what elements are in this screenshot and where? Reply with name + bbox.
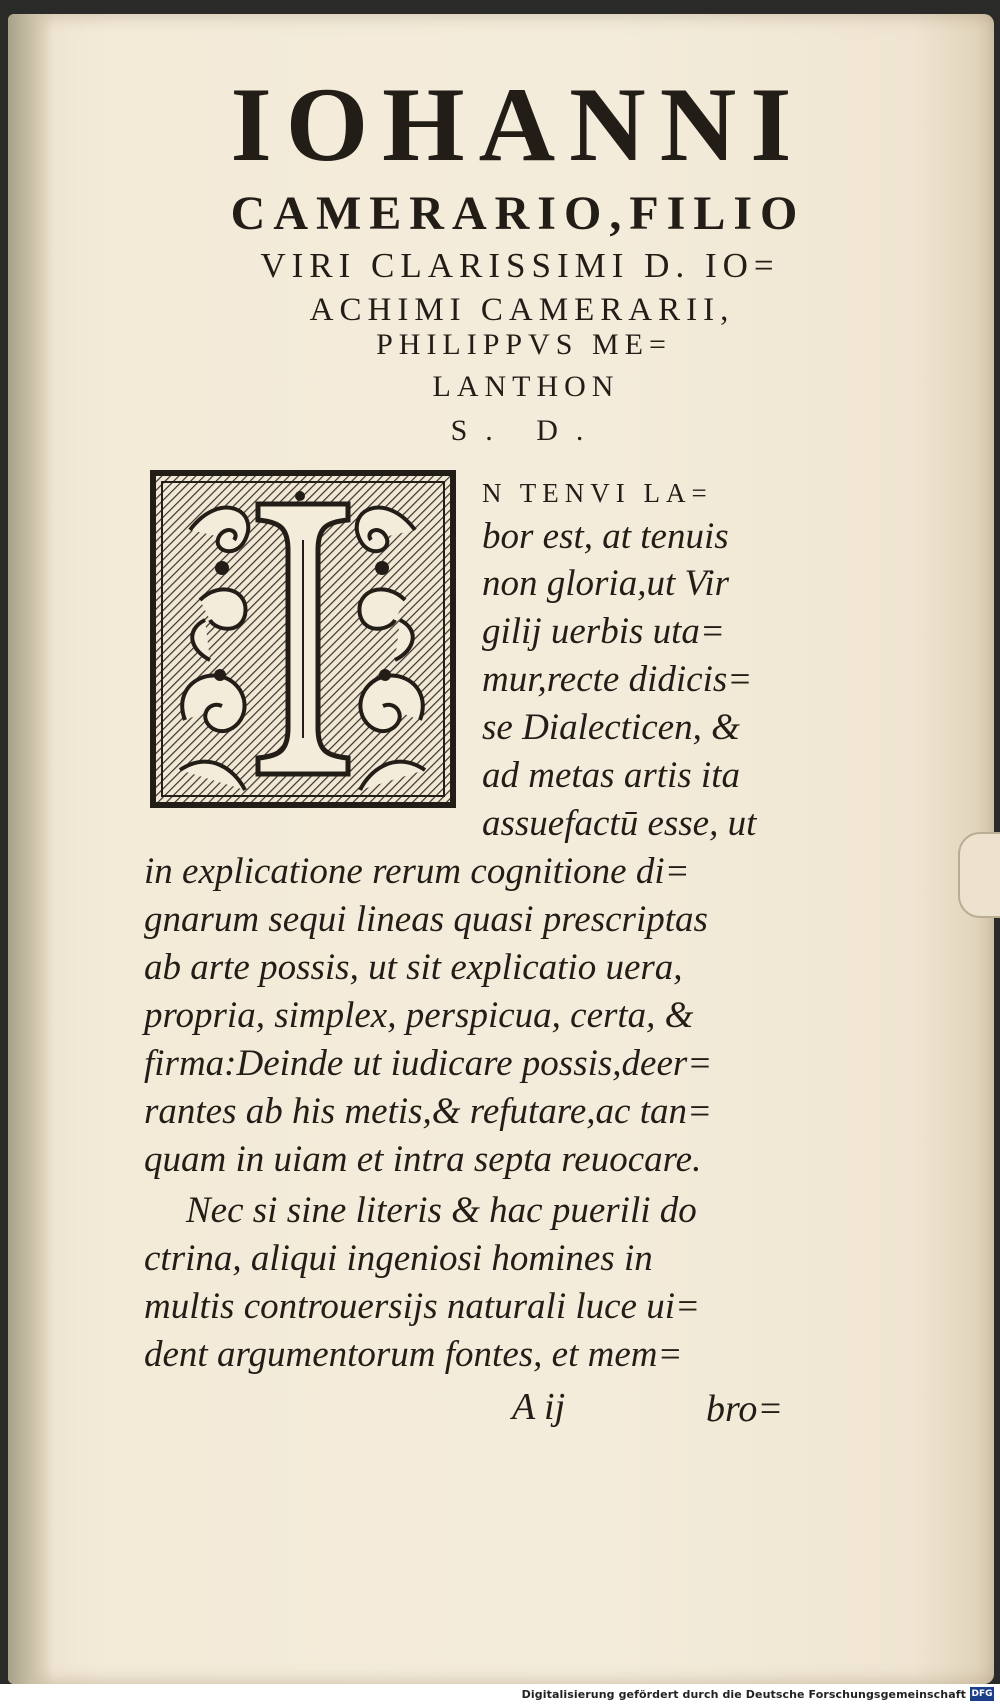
body-line-11: dent argumentorum fontes, et mem= — [144, 1334, 683, 1375]
body-line-10: multis controuersijs naturali luce ui= — [144, 1286, 700, 1327]
body-line-7: quam in uiam et intra septa reuocare. — [144, 1139, 702, 1180]
body-line-9: ctrina, aliqui ingeniosi homines in — [144, 1238, 653, 1279]
body-line-6: rantes ab his metis,& refutare,ac tan= — [144, 1091, 712, 1132]
title-line-3: VIRI CLARISSIMI D. IO= — [260, 246, 780, 285]
body-line-narrow-2: bor est, at tenuis — [482, 516, 729, 557]
title-line-1: IOHANNI — [230, 66, 806, 183]
body-line-2: gnarum sequi lineas quasi prescriptas — [144, 899, 708, 940]
body-line-narrow-8: assuefactū esse, ut — [482, 803, 757, 844]
signature-mark: A ij — [512, 1386, 566, 1428]
body-line-1: in explicatione rerum cognitione di= — [144, 851, 690, 892]
body-line-8: Nec si sine literis & hac puerili do — [186, 1190, 697, 1231]
body-line-narrow-5: mur,recte didicis= — [482, 659, 753, 700]
title-line-4: ACHIMI CAMERARII, — [309, 292, 735, 328]
title-line-2: CAMERARIO,FILIO — [230, 187, 806, 240]
body-line-5: firma:Deinde ut iudicare possis,deer= — [144, 1043, 713, 1084]
digitization-footer — [0, 1684, 1000, 1706]
body-line-narrow-3: non gloria,ut Vir — [482, 563, 730, 604]
body-line-4: propria, simplex, perspicua, certa, & — [144, 995, 694, 1036]
title-line-6: LANTHON — [432, 370, 620, 403]
title-line-5: PHILIPPVS ME= — [376, 328, 672, 361]
body-line-3: ab arte possis, ut sit explicatio uera, — [144, 947, 683, 988]
body-line-narrow-7: ad metas artis ita — [482, 755, 740, 796]
title-line-7: S. D. — [450, 414, 602, 447]
dfg-logo: DFG — [971, 1689, 993, 1699]
body-line-narrow-1: N TENVI LA= — [482, 478, 713, 508]
decorated-initial-i — [150, 470, 456, 808]
body-line-narrow-4: gilij uerbis uta= — [482, 611, 725, 652]
page-edge-tab — [958, 832, 1000, 918]
footer-credit-text: Digitalisierung gefördert durch die Deutsche Forschungsgemeinschaft — [521, 1688, 966, 1701]
body-line-narrow-6: se Dialecticen, & — [482, 707, 740, 748]
catchword: bro= — [706, 1388, 784, 1430]
